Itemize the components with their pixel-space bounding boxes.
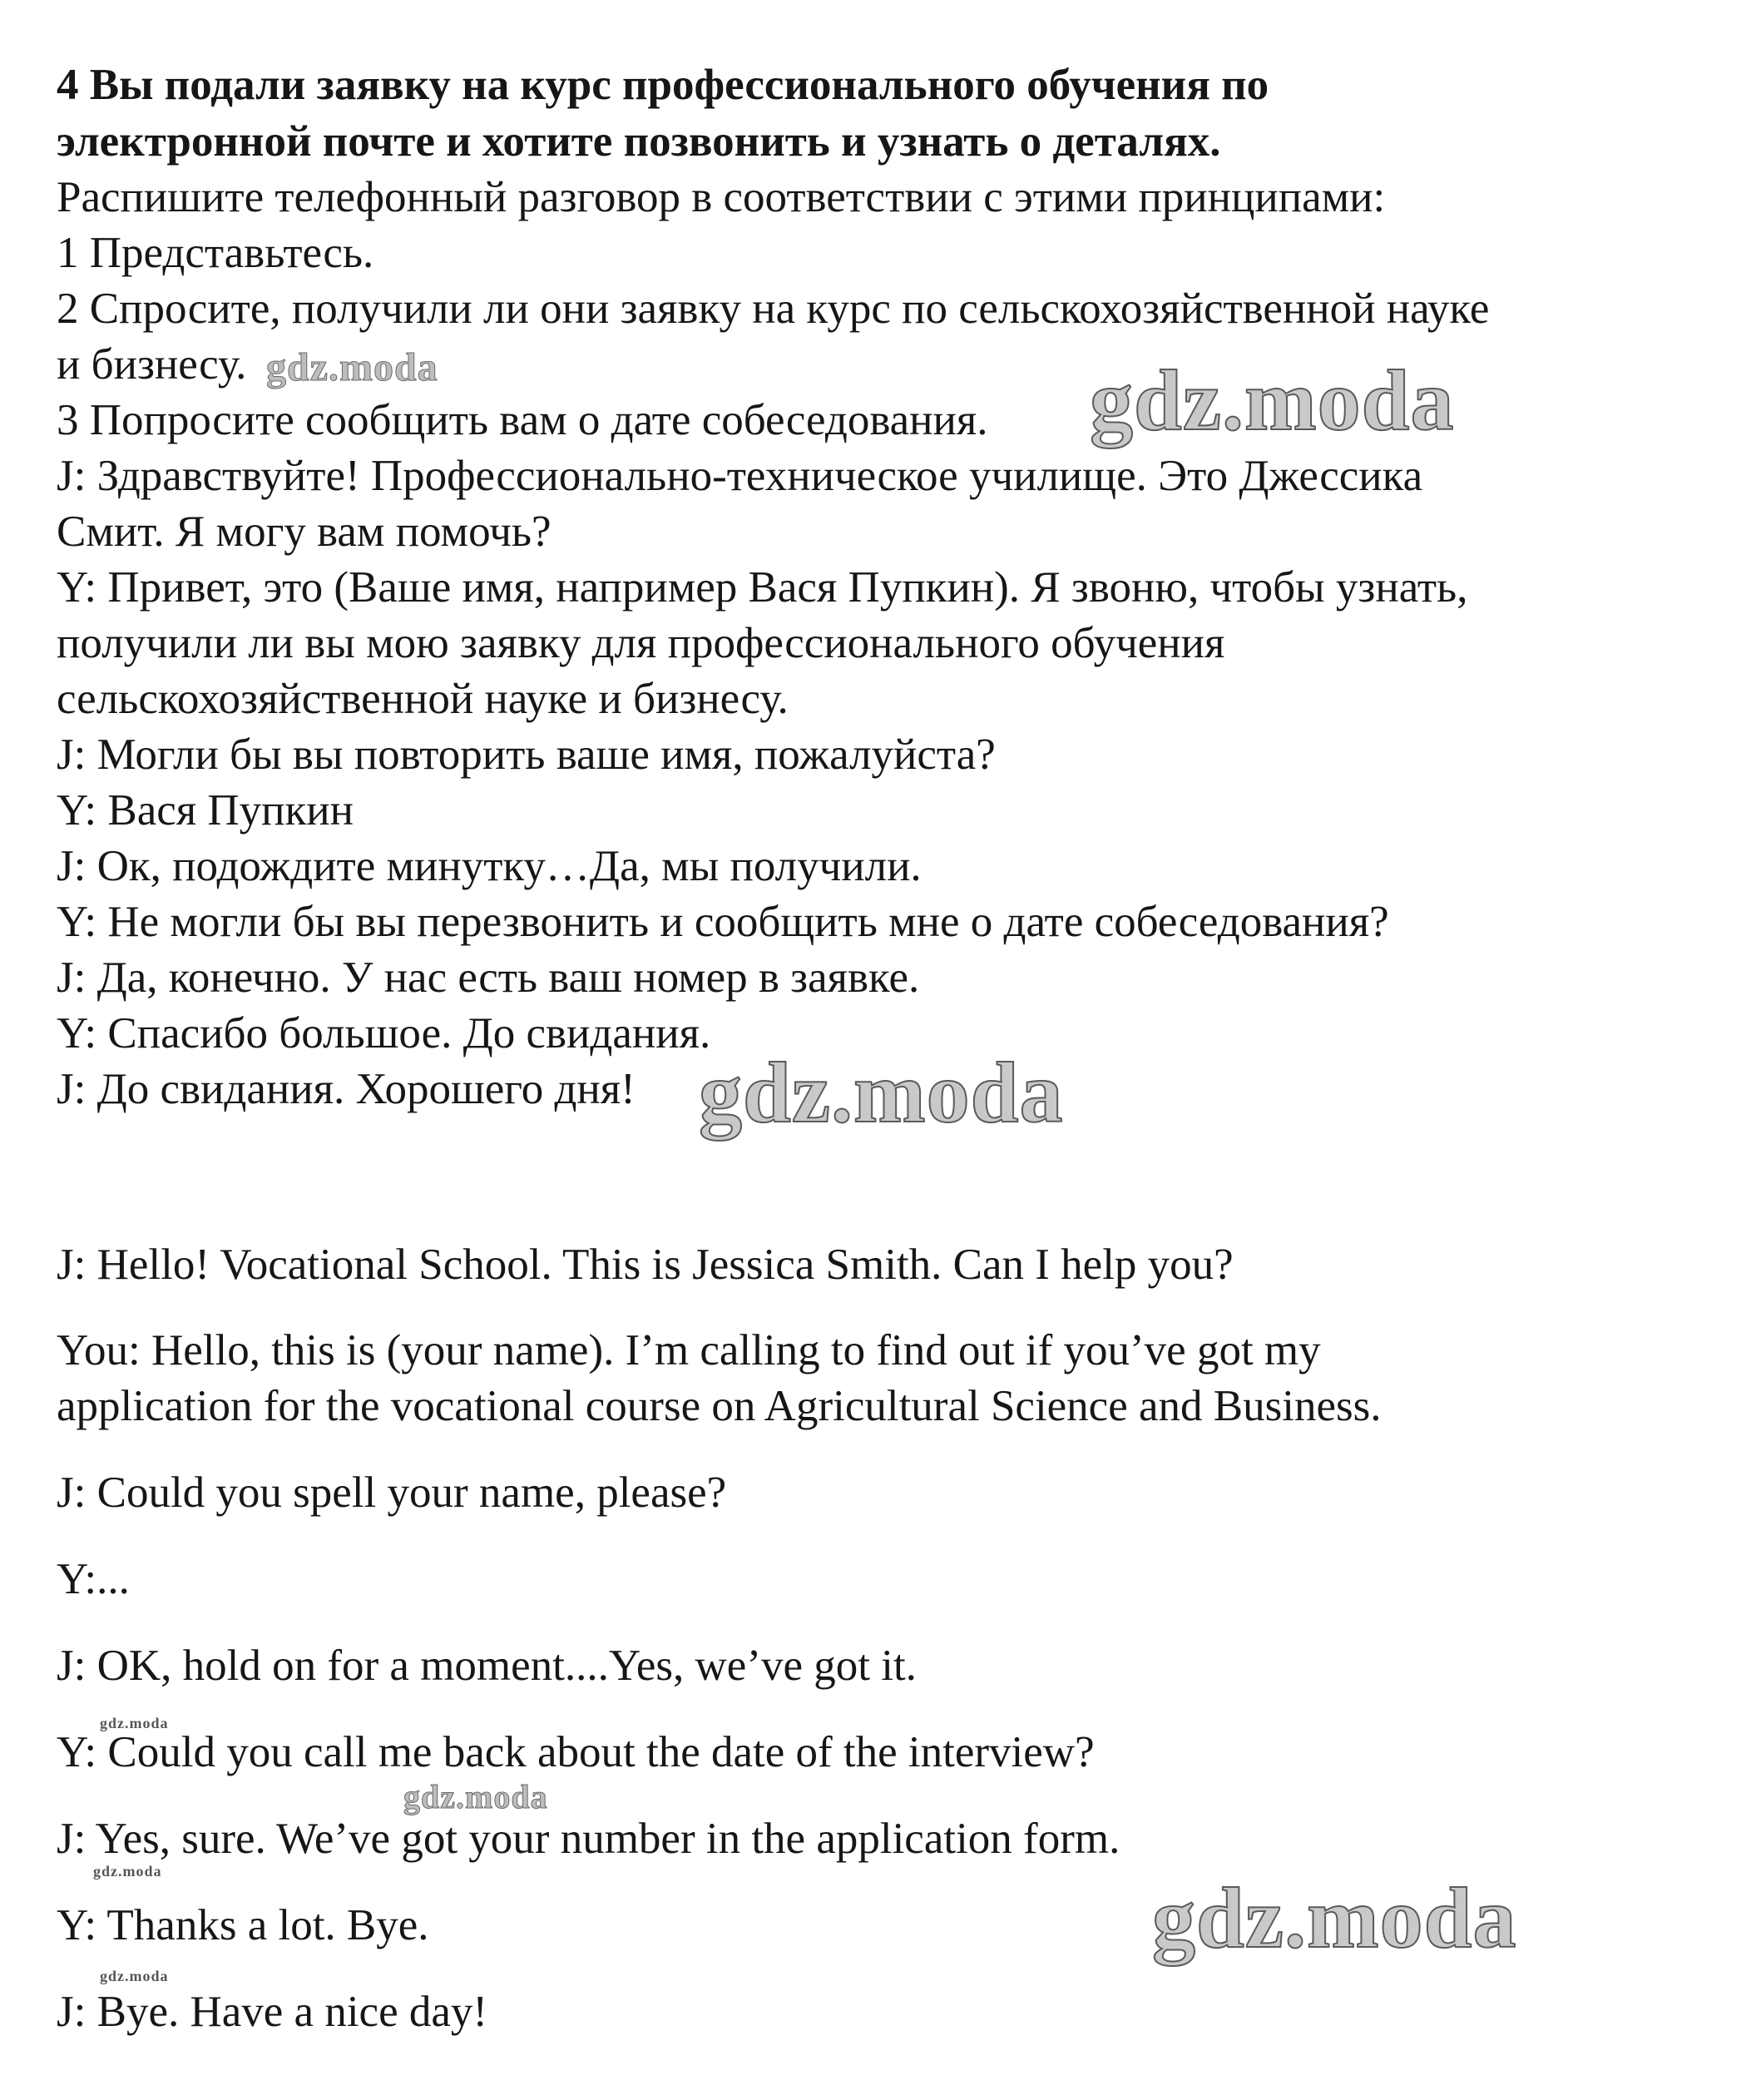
dialogue-ru-line: J: Да, конечно. У нас есть ваш номер в заявке. (57, 953, 920, 1002)
watermark: gdz.moda (1152, 1870, 1517, 1966)
dialogue-en-line: Y: Could you call me back about the date of the interview? (57, 1728, 1095, 1776)
dialogue-ru-line: Y: Вася Пупкин (57, 786, 354, 835)
dialogue-en-line: J: Yes, sure. We’ve got your number in the application form. (57, 1815, 1120, 1863)
dialogue-en-line: application for the vocational course on Agricultural Science and Business. (57, 1382, 1382, 1430)
dialogue-ru-line: J: Здравствуйте! Профессионально-техническое училище. Это Джессика (57, 452, 1423, 500)
dialogue-en-line: J: Could you spell your name, please? (57, 1469, 727, 1517)
dialogue-ru-line: Смит. Я могу вам помочь? (57, 508, 552, 556)
dialogue-ru-line: J: До свидания. Хорошего дня! (57, 1065, 636, 1113)
dialogue-ru-line: Y: Не могли бы вы перезвонить и сообщить мне о дате собеседования? (57, 898, 1389, 946)
guideline-1: 1 Представьтесь. (57, 229, 374, 277)
dialogue-ru-line: Y: Привет, это (Ваше имя, например Вася Пупкин). Я звоню, чтобы узнать, (57, 563, 1468, 612)
guideline-3: 3 Попросите сообщить вам о дате собеседования. (57, 396, 988, 444)
dialogue-ru-line: J: Могли бы вы повторить ваше имя, пожалуйста? (57, 731, 996, 779)
task-title-line-1: 4 Вы подали заявку на курс профессионального обучения по (57, 61, 1269, 109)
watermark: gdz.moda (266, 345, 438, 389)
dialogue-ru-line: сельскохозяйственной науке и бизнесу. (57, 675, 789, 723)
watermark: gdz.moda (100, 1715, 169, 1731)
dialogue-ru-line: получили ли вы мою заявку для профессионального обучения (57, 619, 1225, 667)
dialogue-ru-line: J: Ок, подождите минутку…Да, мы получили. (57, 842, 922, 890)
dialogue-en-line: You: Hello, this is (your name). I’m calling to find out if you’ve got my (57, 1326, 1321, 1374)
watermark: gdz.moda (93, 1863, 162, 1880)
task-title-line-2: электронной почте и хотите позвонить и узнать о деталях. (57, 117, 1221, 166)
dialogue-en-line: Y:... (57, 1555, 130, 1603)
watermark: gdz.moda (100, 1968, 169, 1984)
instruction-line: Распишите телефонный разговор в соответствии с этими принципами: (57, 173, 1386, 221)
dialogue-en-line: J: Bye. Have a nice day! (57, 1988, 488, 2036)
watermark: gdz.moda (403, 1778, 548, 1815)
guideline-2: 2 Спросите, получили ли они заявку на курс по сельскохозяйственной науке (57, 285, 1490, 333)
watermark: gdz.moda (1090, 353, 1455, 448)
dialogue-en-line: Y: Thanks a lot. Bye. (57, 1901, 429, 1949)
dialogue-ru-line: Y: Спасибо большое. До свидания. (57, 1009, 711, 1057)
dialogue-en-line: J: Hello! Vocational School. This is Jessica Smith. Can I help you? (57, 1241, 1234, 1289)
guideline-2-continued: и бизнесу. (57, 340, 247, 389)
watermark: gdz.moda (699, 1045, 1064, 1141)
dialogue-en-line: J: OK, hold on for a moment....Yes, we’ve got it. (57, 1642, 917, 1690)
